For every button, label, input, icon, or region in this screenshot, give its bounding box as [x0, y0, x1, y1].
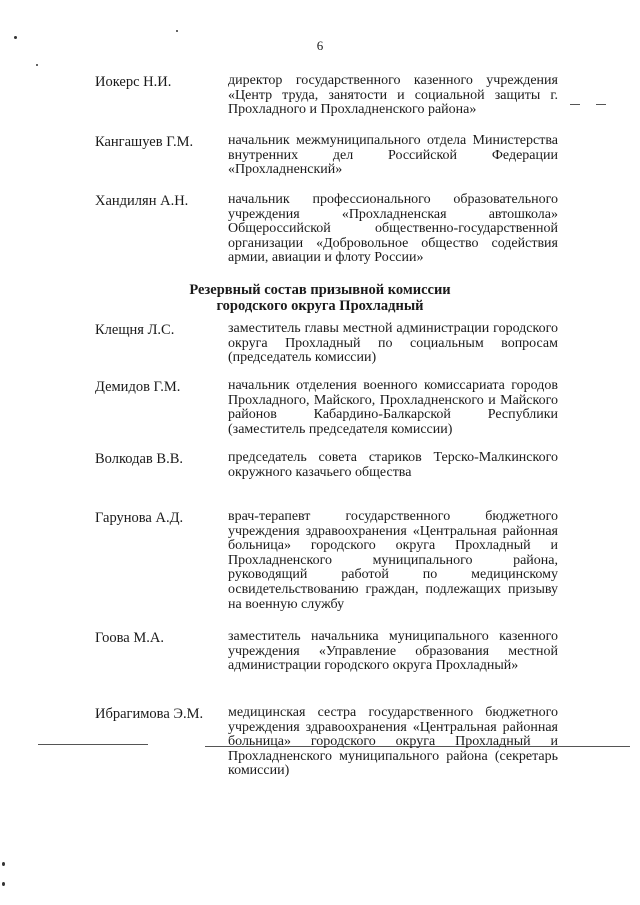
member-name: Хандилян А.Н.: [95, 193, 189, 209]
scan-speck: [2, 862, 5, 866]
scan-speck: [14, 36, 17, 39]
member-position: директор государственного казенного учреждения «Центр труда, занятости и социальной защиты г. Прохладного и Прохладненского района»: [228, 73, 558, 118]
member-name: Волкодав В.В.: [95, 451, 183, 467]
member-name: Гоова М.А.: [95, 630, 164, 646]
page-number: 6: [316, 38, 324, 53]
section-title: [0, 282, 640, 314]
member-position: врач-терапевт государственного бюджетного учреждения здравоохранения «Центральная районная больница» городского округа Прохладный и Прохладненского муниципального района, руководящий работой по медицинскому освидетельствованию граждан, подлежащих призыву на военную службу: [228, 509, 558, 612]
section-title-line: городского округа Прохладный: [216, 298, 424, 314]
section-title-line: Резервный состав призывной комиссии: [189, 282, 451, 298]
member-position: начальник межмуниципального отдела Министерства внутренних дел Российской Федерации «Прохладненский»: [228, 133, 558, 178]
member-name: Ибрагимова Э.М.: [95, 706, 204, 722]
scan-speck: [2, 882, 5, 886]
member-name: Кангашуев Г.М.: [95, 134, 194, 150]
member-position: заместитель главы местной администрации городского округа Прохладный по социальным вопросам (председатель комиссии): [228, 321, 558, 366]
scan-line: [570, 104, 580, 105]
member-position: председатель совета стариков Терско-Малкинского окружного казачьего общества: [228, 450, 558, 480]
member-name: Демидов Г.М.: [95, 379, 181, 395]
scan-line: [596, 104, 606, 105]
member-name: Иокерс Н.И.: [95, 74, 172, 90]
scan-line: [38, 744, 148, 745]
member-position: начальник отделения военного комиссариата городов Прохладного, Майского, Прохладненского и Майского районов Кабардино-Балкарской Республики (заместитель председателя комиссии): [228, 378, 558, 437]
member-position: начальник профессионального образовательного учреждения «Прохладненская автошкола» Общероссийской общественно-государственной организации «Добровольное общество содействия армии, авиации и флоту России»: [228, 192, 558, 266]
member-name: Гарунова А.Д.: [95, 510, 184, 526]
scan-speck: [36, 64, 38, 66]
member-position: заместитель начальника муниципального казенного учреждения «Управление образования местной администрации городского округа Прохладный»: [228, 629, 558, 674]
member-name: Клещня Л.С.: [95, 322, 175, 338]
scan-speck: [176, 30, 178, 32]
member-position: медицинская сестра государственного бюджетного учреждения здравоохранения «Центральная районная больница» городского округа Прохладный и Прохладненского муниципального района (секретарь комиссии): [228, 705, 558, 779]
